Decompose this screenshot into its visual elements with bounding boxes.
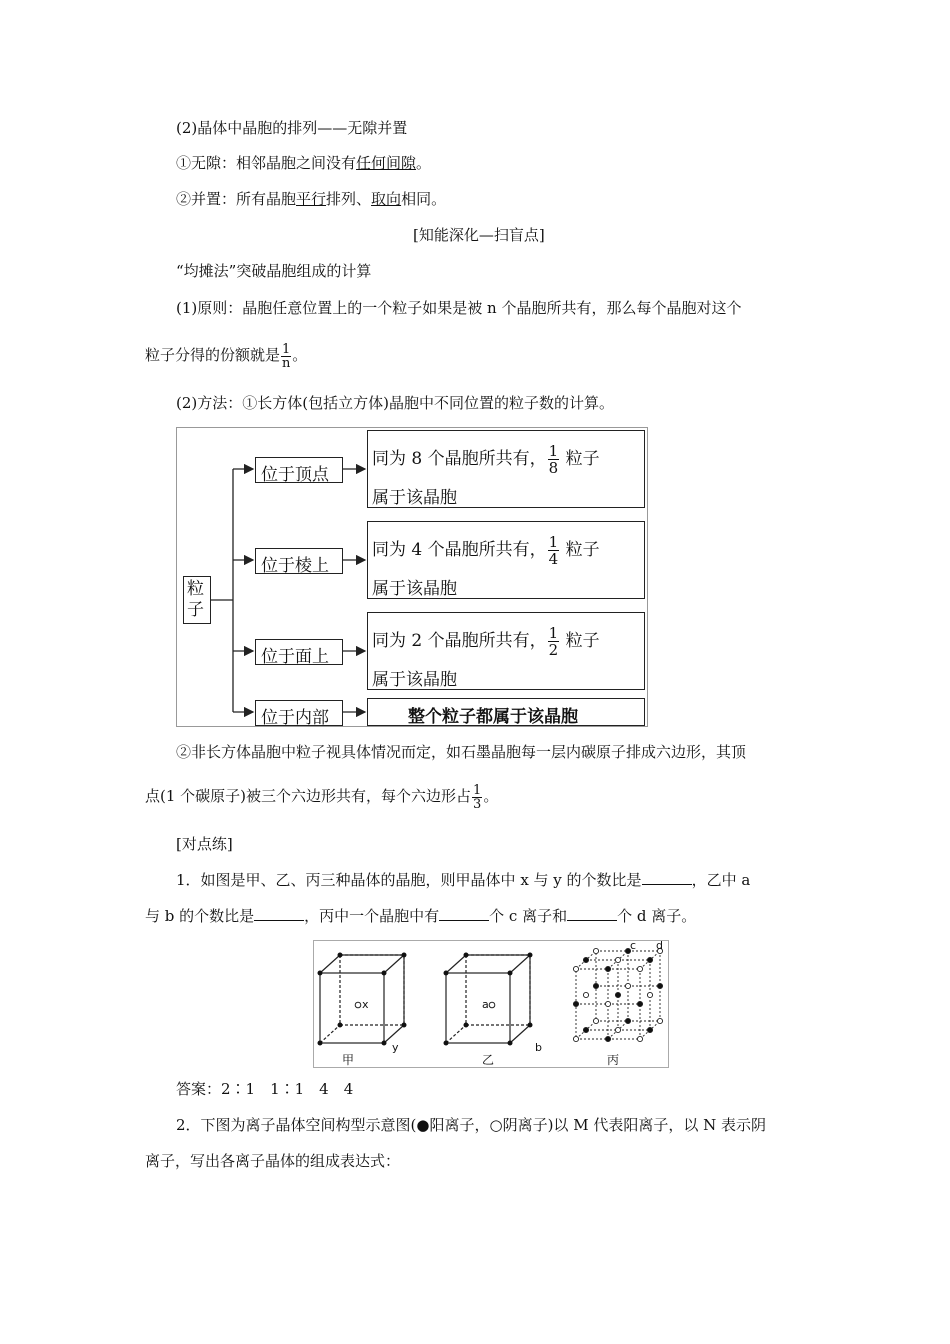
cube-jia-center bbox=[355, 1002, 361, 1008]
counting-diagram bbox=[176, 427, 648, 727]
practice-header: [对点练] bbox=[176, 835, 233, 853]
nonrect-suffix: 。 bbox=[483, 787, 499, 805]
question-1-line-1 bbox=[176, 870, 750, 890]
edge-box bbox=[255, 548, 343, 574]
nonrect-prefix: 点(1 个碳原子)被三个六边形共有，每个六边形占 bbox=[145, 787, 472, 805]
no-gap-prefix: ①无隙：相邻晶胞之间没有 bbox=[176, 154, 357, 172]
face-desc-line1 bbox=[372, 625, 600, 658]
face-box bbox=[255, 639, 343, 665]
lattice-bing-ions bbox=[573, 948, 662, 1041]
no-gap-item bbox=[176, 153, 431, 173]
q1-text-f: 个 d 离子。 bbox=[617, 907, 697, 925]
q1-text-c: 与 b 的个数比是 bbox=[145, 907, 255, 925]
orientation-underlined: 取向 bbox=[371, 190, 402, 208]
interior-desc: 整个粒子都属于该晶胞 bbox=[408, 707, 578, 727]
label-bing: 丙 bbox=[607, 1053, 620, 1067]
question-1-line-2 bbox=[145, 906, 696, 926]
frac-den: 3 bbox=[473, 796, 482, 812]
question-2-line-2: 离子，写出各离子晶体的组成表达式： bbox=[145, 1152, 401, 1170]
principle-line-2 bbox=[145, 340, 307, 370]
q1-text-e: 个 c 离子和 bbox=[489, 907, 568, 925]
edge-label: 位于棱上 bbox=[261, 556, 329, 576]
answer-blank[interactable] bbox=[642, 870, 692, 885]
face-label: 位于面上 bbox=[261, 647, 329, 667]
vertex-desc-line2: 属于该晶胞 bbox=[372, 488, 457, 508]
no-gap-suffix: 。 bbox=[416, 154, 432, 172]
label-b: b bbox=[535, 1041, 542, 1054]
nonrect-line-1: ②非长方体晶胞中粒子视具体情况而定，如石墨晶胞每一层内碳原子排成六边形，其顶 bbox=[176, 743, 747, 761]
vertex-label: 位于顶点 bbox=[261, 465, 329, 485]
q1-text-b: ，乙中 a bbox=[691, 871, 751, 889]
particle-root-box bbox=[183, 576, 211, 624]
label-y: y bbox=[392, 1041, 399, 1054]
edge-desc-b: 粒子 bbox=[565, 540, 600, 560]
parallel-mid: 排列、 bbox=[326, 190, 372, 208]
q1-text-d: ，丙中一个晶胞中有 bbox=[304, 907, 440, 925]
frac-num: 1 bbox=[473, 782, 482, 798]
face-desc-b: 粒子 bbox=[565, 631, 600, 651]
q1-text-a: 1．如图是甲、乙、丙三种晶体的晶胞，则甲晶体中 x 与 y 的个数比是 bbox=[176, 871, 642, 889]
fraction-1-over-n bbox=[281, 343, 291, 370]
vertex-box bbox=[255, 457, 343, 483]
fraction-1-2 bbox=[548, 625, 560, 658]
label-a: a bbox=[482, 998, 489, 1011]
edge-desc-line1 bbox=[372, 534, 600, 567]
no-gap-underlined: 任何间隙 bbox=[356, 154, 417, 172]
nonrect-line-2 bbox=[145, 780, 498, 812]
section-header: [知能深化—扫盲点] bbox=[413, 226, 545, 244]
parallel-suffix: 相同。 bbox=[401, 190, 447, 208]
label-d: d bbox=[656, 939, 663, 952]
frac-num: 1 bbox=[548, 624, 559, 642]
particle-root-label: 粒子 bbox=[187, 579, 204, 620]
principle-line-1: (1)原则：晶胞任意位置上的一个粒子如果是被 n 个晶胞所共有，那么每个晶胞对这个 bbox=[176, 299, 742, 317]
interior-box bbox=[255, 700, 343, 726]
frac-den: 8 bbox=[548, 459, 559, 477]
answer-blank[interactable] bbox=[567, 906, 617, 921]
answer-blank[interactable] bbox=[254, 906, 304, 921]
edge-desc-box bbox=[367, 521, 645, 599]
vertex-desc-box bbox=[367, 430, 645, 508]
vertex-desc-b: 粒子 bbox=[565, 449, 600, 469]
interior-label: 位于内部 bbox=[261, 708, 329, 728]
face-desc-a: 同为 2 个晶胞所共有， bbox=[372, 631, 547, 651]
frac-den: n bbox=[281, 355, 291, 371]
cube-yi-center bbox=[489, 1002, 495, 1008]
edge-desc-line2: 属于该晶胞 bbox=[372, 579, 457, 599]
parallel-underlined: 平行 bbox=[296, 190, 327, 208]
frac-den: 4 bbox=[548, 550, 559, 568]
face-desc-line2: 属于该晶胞 bbox=[372, 670, 457, 690]
interior-desc-box bbox=[367, 698, 645, 726]
answer-blank[interactable] bbox=[439, 906, 489, 921]
parallel-prefix: ②并置：所有晶胞 bbox=[176, 190, 297, 208]
principle-suffix: 。 bbox=[292, 346, 308, 364]
method-title: “均摊法”突破晶胞组成的计算 bbox=[176, 262, 372, 280]
frac-den: 2 bbox=[548, 641, 559, 659]
face-desc-box bbox=[367, 612, 645, 690]
frac-num: 1 bbox=[548, 442, 559, 460]
principle-prefix: 粒子分得的份额就是 bbox=[145, 346, 281, 364]
method-line: (2)方法：①长方体(包括立方体)晶胞中不同位置的粒子数的计算。 bbox=[176, 394, 614, 412]
question-2-line-1: 2．下图为离子晶体空间构型示意图(●阳离子，○阴离子)以 M 代表阳离子，以 N 表示阴 bbox=[176, 1116, 766, 1134]
label-jia: 甲 bbox=[342, 1053, 355, 1067]
label-x: x bbox=[362, 998, 369, 1011]
frac-num: 1 bbox=[548, 533, 559, 551]
label-c: c bbox=[630, 939, 637, 952]
edge-desc-a: 同为 4 个晶胞所共有， bbox=[372, 540, 547, 560]
fraction-1-3 bbox=[472, 784, 482, 811]
vertex-desc-line1 bbox=[372, 443, 600, 476]
section-2-title: (2)晶体中晶胞的排列——无隙并置 bbox=[176, 119, 408, 137]
vertex-desc-a: 同为 8 个晶胞所共有， bbox=[372, 449, 547, 469]
parallel-item bbox=[176, 189, 446, 209]
frac-num: 1 bbox=[282, 341, 291, 357]
answer-line: 答案：2∶1 1∶1 4 4 bbox=[176, 1080, 354, 1098]
crystal-cells-figure bbox=[313, 940, 669, 1068]
fraction-1-4 bbox=[548, 534, 560, 567]
fraction-1-8 bbox=[548, 443, 560, 476]
label-yi: 乙 bbox=[482, 1053, 495, 1067]
